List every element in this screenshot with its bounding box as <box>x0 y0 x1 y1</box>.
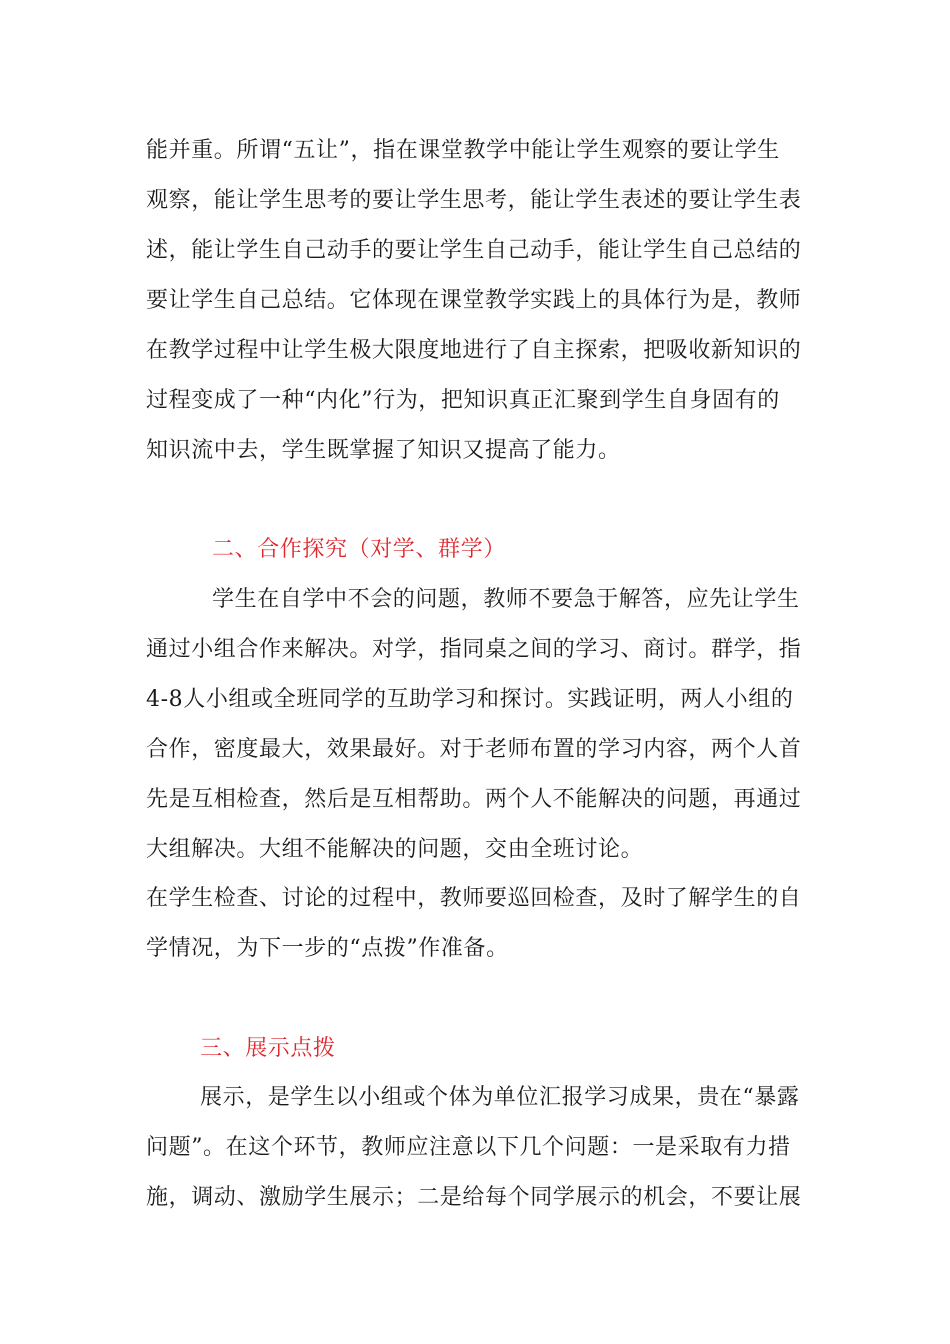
paragraph-line: 要让学生自己总结。它体现在课堂教学实践上的具体行为是，教师 <box>146 288 802 313</box>
paragraph-line: 过程变成了一种“内化”行为，把知识真正汇聚到学生自身固有的 <box>146 388 780 413</box>
section-heading-presentation: 三、展示点拨 <box>200 1036 336 1061</box>
paragraph-line: 4-8人小组或全班同学的互助学习和探讨。实践证明，两人小组的 <box>146 687 794 712</box>
paragraph-line: 述，能让学生自己动手的要让学生自己动手，能让学生自己总结的 <box>146 238 802 263</box>
paragraph-line: 观察，能让学生思考的要让学生思考，能让学生表述的要让学生表 <box>146 188 802 213</box>
paragraph-line: 大组解决。大组不能解决的问题，交由全班讨论。 <box>146 837 644 862</box>
paragraph-line: 合作，密度最大，效果最好。对于老师布置的学习内容，两个人首 <box>146 737 802 762</box>
paragraph-line: 能并重。所谓“五让”，指在课堂教学中能让学生观察的要让学生 <box>146 138 780 163</box>
paragraph-line: 在学生检查、讨论的过程中，教师要巡回检查，及时了解学生的自 <box>146 886 802 911</box>
paragraph-line: 通过小组合作来解决。对学，指同桌之间的学习、商讨。群学，指 <box>146 637 802 662</box>
paragraph-line: 学情况，为下一步的“点拨”作准备。 <box>146 936 509 961</box>
paragraph-line: 在教学过程中让学生极大限度地进行了自主探索，把吸收新知识的 <box>146 338 802 363</box>
section-heading-cooperation: 二、合作探究（对学、群学） <box>212 537 506 562</box>
paragraph-line: 知识流中去，学生既掌握了知识又提高了能力。 <box>146 438 621 463</box>
paragraph-line: 学生在自学中不会的问题，教师不要急于解答，应先让学生 <box>212 587 800 612</box>
paragraph-line: 展示，是学生以小组或个体为单位汇报学习成果，贵在“暴露 <box>200 1085 800 1110</box>
paragraph-line: 先是互相检查，然后是互相帮助。两个人不能解决的问题，再通过 <box>146 787 802 812</box>
paragraph-line: 施，调动、激励学生展示；二是给每个同学展示的机会，不要让展 <box>146 1185 802 1210</box>
paragraph-line: 问题”。在这个环节，教师应注意以下几个问题：一是采取有力措 <box>146 1135 791 1160</box>
